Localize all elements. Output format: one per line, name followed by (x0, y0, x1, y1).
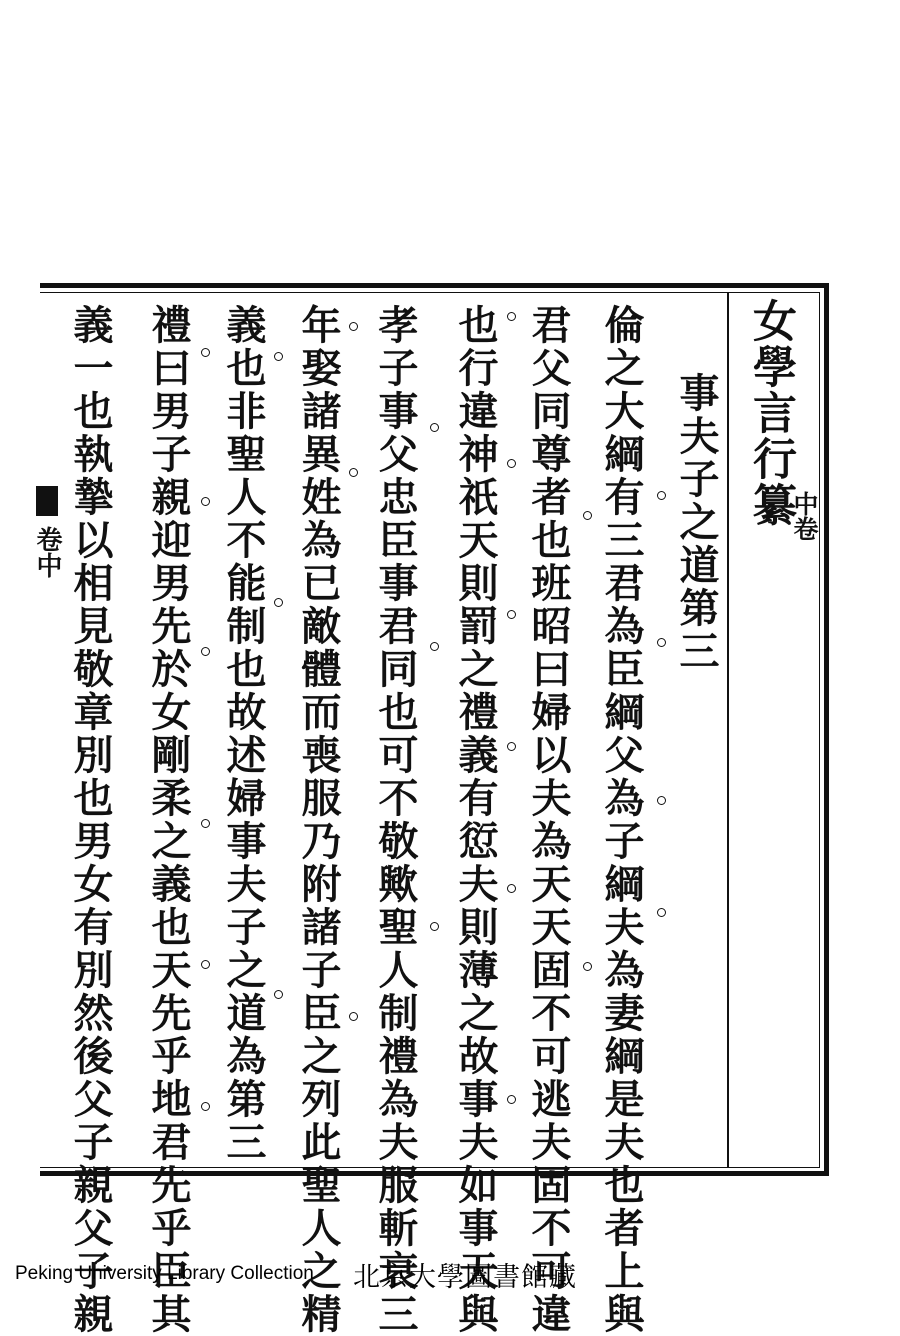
punctuation-mark (583, 962, 592, 971)
punctuation-mark (274, 598, 283, 607)
punctuation-mark (274, 352, 283, 361)
punctuation-mark (507, 742, 516, 751)
punctuation-mark (349, 322, 358, 331)
punctuation-mark (201, 647, 210, 656)
text-column-3: 也行違神祇天則罰之禮義有愆夫則薄之故事夫如事天與 (452, 304, 499, 1336)
text-column-1: 倫之大綱有三君為臣綱父為子綱夫為妻綱是夫也者上與 (598, 304, 645, 1336)
punctuation-mark (507, 459, 516, 468)
text-column-5: 年娶諸異姓為已敵體而喪服乃附諸子臣之列此聖人之精 (295, 304, 342, 1336)
punctuation-mark (657, 491, 666, 500)
punctuation-mark (274, 990, 283, 999)
punctuation-mark (507, 1095, 516, 1104)
punctuation-mark (507, 884, 516, 893)
punctuation-mark (657, 796, 666, 805)
punctuation-mark (657, 908, 666, 917)
juan-label: 中卷 (790, 491, 819, 541)
punctuation-mark (201, 960, 210, 969)
punctuation-mark (430, 922, 439, 931)
collection-credit-english: Peking University Library Collection (15, 1263, 314, 1284)
spine-mark (36, 486, 58, 516)
collection-credit-chinese: 北京大學圖書館藏 (353, 1262, 577, 1293)
text-column-4: 孝子事父忠臣事君同也可不敬歟聖人制禮為夫服斬衰三 (372, 304, 419, 1336)
punctuation-mark (201, 1102, 210, 1111)
punctuation-mark (430, 423, 439, 432)
text-column-2: 君父同尊者也班昭曰婦以夫為天天固不可逃夫固不可違 (525, 304, 572, 1336)
title-column-rule (727, 292, 729, 1168)
punctuation-mark (201, 819, 210, 828)
punctuation-mark (657, 638, 666, 647)
text-column-7: 禮曰男子親迎男先於女剛柔之義也天先乎地君先乎臣其 (145, 304, 192, 1336)
punctuation-mark (201, 348, 210, 357)
book-title: 女學言行纂 (745, 298, 796, 528)
chapter-heading: 事夫子之道第三 (673, 372, 720, 673)
punctuation-mark (201, 497, 210, 506)
punctuation-mark (430, 642, 439, 651)
punctuation-mark (583, 511, 592, 520)
text-column-8: 義一也執摯以相見敬章別也男女有別然後父子親父子親 (67, 304, 114, 1336)
spine-fragment-text: 卷中 (32, 526, 62, 578)
punctuation-mark (349, 468, 358, 477)
punctuation-mark (349, 1012, 358, 1021)
punctuation-mark (507, 610, 516, 619)
punctuation-mark (507, 312, 516, 321)
text-column-6: 義也非聖人不能制也故述婦事夫子之道為第三 (220, 304, 267, 1164)
